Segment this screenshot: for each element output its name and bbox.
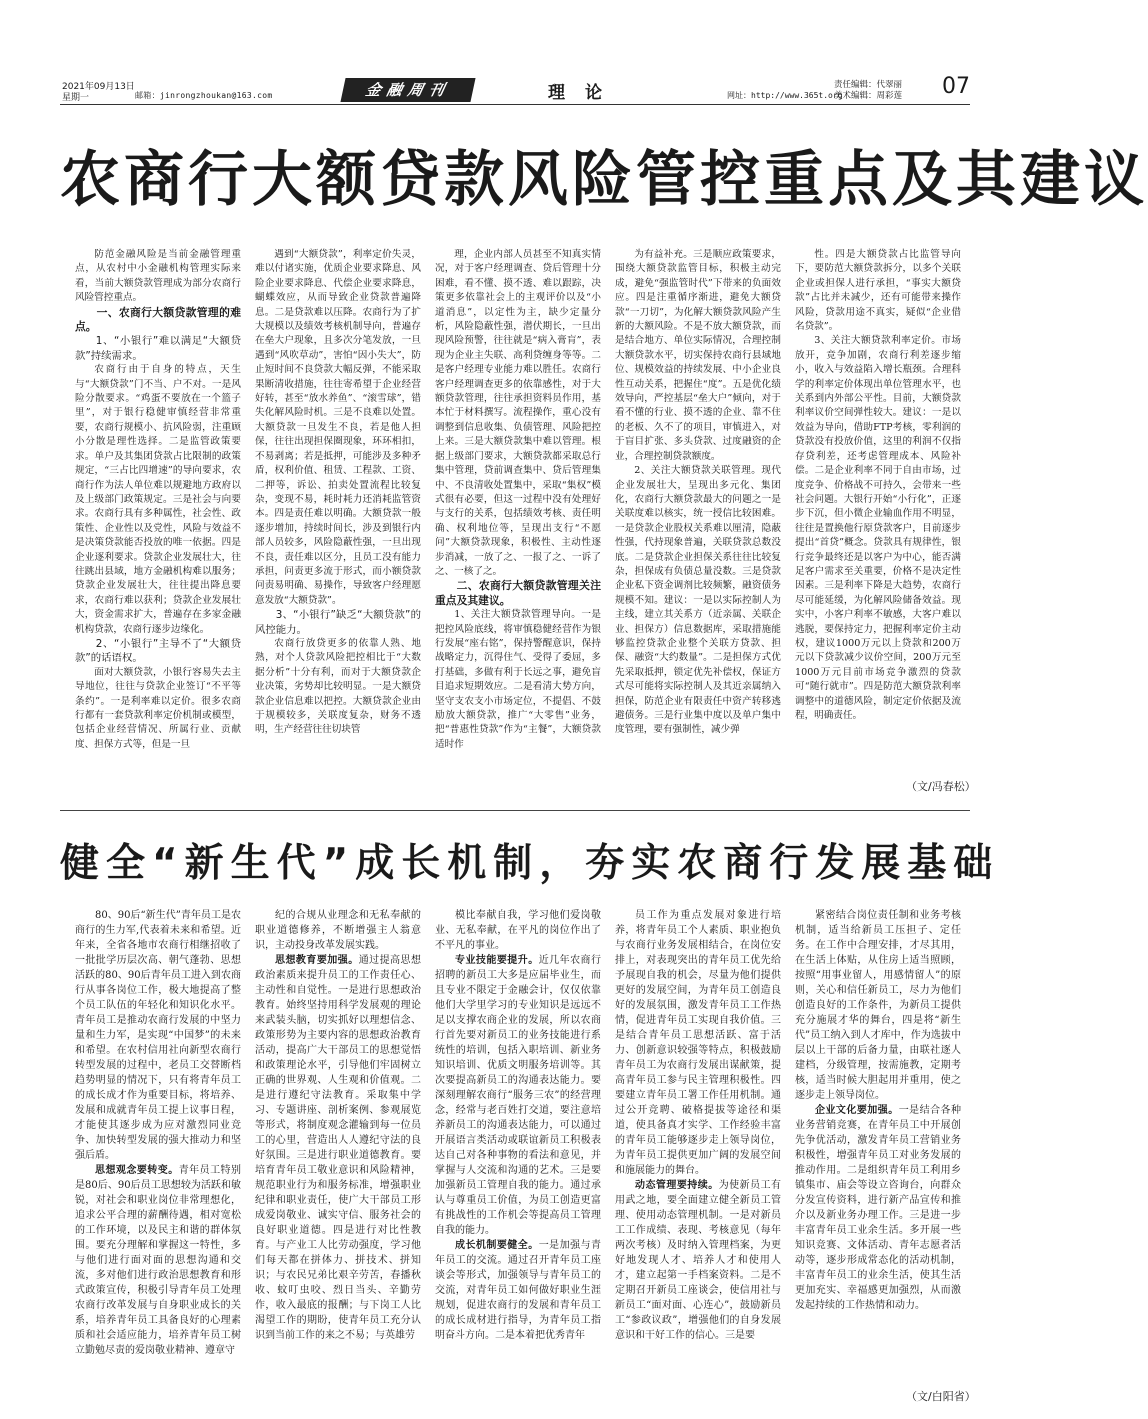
paragraph: 3、关注大额贷款利率定价。市场放开，竞争加剧，农商行利差逐步缩小，收入与效益陷入增长瓶颈。合理科学的利率定价体现出单位管理水平，也关系到内外部公平性。目前，大额贷款利率议价空间弹性较大。建议：一是以效益为导向，借助FTP考核，零利润的贷款没有投放价值，这里的利润不仅指存贷利差，还考虑管理成本、风险补偿。二是企业利率不同于自由市场，过度竞争、价格战不可持久，会带来一些社会问题。大银行开始“小行化”，正逐步下沉，但小微企业输血作用不明显，往往是置换他行原贷款客户，目前逐步提出“首贷”概念。贷款具有规律性，银行竞争最终还是以客户为中心，能否满足客户需求至关重要，价格不是决定性因素。三是利率下降是大趋势，农商行尽可能延缓，为化解风险储备效益。现实中，小客户利率不敏感，大客户难以逃脱，要保持定力，把握利率定价主动权，建议1000万元以上贷款和200万元以下贷款减少议价空间，200万元至1000万元目前市场竞争激烈的贷款可“随行就市”。四是防范大额贷款利率调整中的道德风险，制定定价依据及流程，明确责任。 [795, 335, 961, 721]
paragraph: 思想教育要加强。通过提高思想政治素质来提升员工的工作责任心、主动性和自觉性。一是进行思想政治教育。始终坚持用科学发展观的理论来武装头脑，切实抓好以理想信念、政策形势为主要内容的思想政治教育活动，提高广大干部员工的思想觉悟和政策理论水平，引导他们牢固树立正确的世界观、人生观和价值观。二是进行遵纪守法教育。采取集中学习、专题讲座、剖析案例、参观展览等形式，将制度观念灌输到每一位员工的心里，营造出人人遵纪守法的良好氛围。三是进行职业道德教育。要培育青年员工敬业意识和风险精神，规范职业行为和服务标准，增强职业纪律和职业责任，使广大干部员工形成爱岗敬业、诚实守信、服务社会的良好职业道德。四是进行对比性教育。与产业工人比劳动强度，学习他们每天都在拼体力、拼技术、拼知识；与农民兄弟比艰辛劳苦，春播秋收、蚊叮虫咬、烈日当头、辛勤劳作，收入最底的报酬；与下岗工人比渴望工作的期盼，使青年员工充分认识到当前工作的来之不易；与英雄劳 [255, 955, 422, 1341]
paragraph-lead: 专业技能要提升。 [455, 955, 539, 966]
paragraph: 农商行由于自身的特点，天生与“大额贷款”门不当、户不对。一是风险分散要求。“鸡蛋不要放在一个篮子里”，对于银行稳健审慎经营非常重要，农商行规模小、抗风险弱，注重顾小分散是理性选择。二是监管政策要求。单户及其集团贷款占比限制的政策规定，“三占比四增速”的导向要求，农商行作为法人单位难以规避地方政府以及上级部门政策规定。三是社会与向要求。农商行具有多种属性，社会性、政策性、企业性以及党性，风险与效益不是决策贷款能否投放的唯一依据。四是企业逐利要求。贷款企业发展壮大，往往跳出县域，地方金融机构难以服务；贷款企业发展壮大，往往提出降息要求，农商行难以获利；贷款企业发展壮大，资金需求扩大，普遍存在多家金融机构贷款，农商行逐步边缘化。 [75, 364, 241, 635]
paragraph-lead: 思想观念要转变。 [95, 1165, 179, 1176]
paragraph: 思想观念要转变。青年员工特别是80后、90后员工思想较为活跃和敏锐，对社会和职业岗位非常理想化，追求公平合理的薪酬待遇，相对宽松的工作环境，以及民主和谐的群体氛围。要充分理解和掌握这一特性，多与他们进行面对面的思想沟通和交流，多对他们进行政治思想教育和形式政策宣传，积极引导青年员工处理农商行改革发展与自身职业成长的关系，培养青年员工具备良好的心理素质和社会适应能力，培养青年员工树立勤勉尽责的爱岗敬业精神、遵章守 [75, 1165, 242, 1356]
paragraph: 1、关注大额贷款管理导向。一是把控风险底线，将审慎稳健经营作为银行发展“座右铭”，保持警醒意识，保持战略定力，沉得住气、受得了委屈，多打基础，多做有利于长远之事，避免盲目追求短期效应。二是看清大势方向，坚守支农支小市场定位，不提倡、不鼓励放大额贷款，推广“大零售”业务，把“普惠性贷款”作为“主餐”，大额贷款适时作 [435, 609, 601, 750]
paragraph-lead: 企业文化要加强。 [815, 1105, 899, 1116]
subsection-heading: 2、“小银行”主导不了“大额贷款”的话语权。 [75, 637, 241, 665]
editors: 责任编辑：代翠丽 美术编辑：周彩莲 [834, 80, 903, 101]
subsection-heading: 1、“小银行”难以满足“大额贷款”持续需求。 [75, 335, 241, 362]
paragraph: 企业文化要加强。一是结合各种业务营销竞赛，在青年员工中开展创先争优活动，激发青年员工营销业务积极性，增强青年员工对业务发展的推动作用。二是组织青年员工利用乡镇集市、庙会等设立咨询台，向群众分发宣传资料，进行新产品宣传和推介以及新业务办理工作。三是进一步丰富青年员工业余生活。多开展一些知识竞赛、文体活动、青年志愿者活动等，逐步形成常态化的活动机制，丰富青年员工的业余生活，使其生活更加充实、幸福感更加强烈，从而激发起持续的工作热情和动力。 [795, 1105, 962, 1311]
article1-column [255, 248, 421, 768]
issue-date: 2021年09月13日 星期一 [62, 82, 135, 103]
article2-column [255, 908, 421, 1378]
article1-title: 农商行大额贷款风险管控重点及其建议 [60, 145, 1148, 215]
paragraph: 理，企业内部人员甚至不知真实情况，对于客户经理调查、贷后管理十分困难，看不懂、摸不透、难以跟踪，决策更多依靠社会上的主观评价以及“小道消息”，以定性为主，缺少定量分析，风险隐蔽性强，潜伏期长，一旦出现风险预警，往往就是“病入膏肓”，表现为企业主失联、高利贷缠身等等。二是客户经理专业能力难以胜任。农商行客户经理调查更多的依靠感性，对于大额贷款管理，往往承担资料员作用，基本忙于材料撰写。流程操作，重心没有调整到信息收集、负债管理、风险把控上来。三是大额贷款集中难以管理。根据上级部门要求，大额贷款都采取总行集中管理，贷前调查集中、贷后管理集中、不良清收处置集中，采取“集权”模式很有必要，但这一过程中没有处理好与支行的关系，包括绩效考核、责任明确、权利地位等，呈现出支行“不愿问”大额贷款现象，积极性、主动性逐步消减，一放了之、一报了之、一诉了之、一核了之。 [435, 249, 601, 577]
paragraph: 面对大额贷款，小银行容易失去主导地位，往往与贷款企业签订“不平等条约”。一是利率难以定价。很多农商行都有一套贷款利率定价机制或模型，包括企业经营情况、所属行业、贡献度、担保方式等，但是一旦 [75, 666, 241, 750]
paragraph: 紧密结合岗位责任制和业务考核机制，适当给新员工压担子、定任务。在工作中合理安排，才尽其用，在生活上体贴，从住房上适当照顾，按照“用事业留人，用感情留人”的原则，关心和信任新员工，尽力为他们创造良好的工作条件，为新员工提供充分施展才华的舞台，四是将“新生代”员工纳入到人才库中，作为选拔中层以上干部的后备力量，由联社逐人建档，分级管理，按需施教，定期考核，适当时候大胆起用并重用，使之逐步走上领导岗位。 [795, 910, 961, 1101]
section-heading: 二、农商行大额贷款管理关注重点及其建议。 [435, 579, 601, 607]
article2-title: 健全“新生代”成长机制，夯实农商行发展基础 [60, 841, 1000, 886]
paragraph: 纪的合规从业理念和无私奉献的职业道德修养，不断增强主人翁意识，主动投身改革发展实践。 [255, 910, 421, 951]
article2-column [615, 908, 781, 1378]
section-heading: 一、农商行大额贷款管理的难点。 [75, 305, 241, 334]
article1-body [75, 248, 965, 768]
article-divider [60, 810, 970, 811]
paragraph: 防范金融风险是当前金融管理重点，从农村中小金融机构管理实际来看，当前大额贷款管理成为部分农商行风险管控重点。 [75, 249, 241, 304]
subsection-heading: 3、“小银行”缺乏“大额贷款”的风控能力。 [255, 609, 421, 636]
article2-body [75, 908, 965, 1378]
article1-column [75, 248, 241, 768]
paragraph-lead: 思想教育要加强。 [275, 955, 359, 966]
paragraph: 为有益补充。三是顺应政策要求，围绕大额贷款监管目标，积极主动完成，避免“强监管时代”下带来的负面效应。四是注重循序渐进，避免大额贷款“一刀切”，为化解大额贷款风险产生新的大额风险。不是不放大额贷款，而是结合地方、单位实际情况，合理控制大额贷款水平，切实保持农商行县域地位、规模效益的持续发展、中小企业良性互动关系，把握住“度”。五是优化绩效导向，严控基层“垒大户”倾向，对于看不懂的行业、摸不透的企业、靠不住的老板、久不了的项目，审慎进入，对于盲目扩张、多头贷款、过度融资的企业，合理控制贷款额度。 [615, 249, 781, 462]
paragraph: 员工作为重点发展对象进行培养，将青年员工个人素质、职业抱负与农商行业务发展相结合，在岗位安排上，对表现突出的青年员工优先给予展现自我的机会，尽量为他们提供更好的发展空间，为青年员工创造良好的发展氛围，激发青年员工工作热情，促进青年员工实现自我价值。三是结合青年员工思想活跃、富于活力、创新意识较强等特点，积极鼓励青年员工为农商行发展出谋献策，提高青年员工参与民主管理积极性。四要建立青年员工署工作任用机制。通过公开竞聘、破格提拔等途径和渠道，使具备真才实学、工作经验丰富的青年员工能够逐步走上领导岗位，为青年员工提供更加广阔的发展空间和施展能力的舞台。 [615, 910, 781, 1176]
paragraph-lead: 动态管理要持续。 [635, 1180, 719, 1191]
paragraph: 动态管理要持续。为使新员工有用武之地，要全面建立健全新员工管理、使用动态管理机制。一是对新员工工作成绩、表现、考核意见（每年两次考核）及时纳入管理档案，为更好地发现人才、培养人才和使用人才，建立起第一手档案资料。二是不定期召开新员工座谈会，使信用社与新员工“面对面、心连心”，鼓励新员工“参政议政”，增强他们的自身发展意识和干好工作的信心。三是要 [615, 1180, 782, 1341]
paragraph: 农商行放贷更多的依靠人熟、地熟，对个人贷款风险把控相比于“大数据分析”十分有利，而对于大额贷款企业决策，劣势却比较明显。一是大额贷款企业信息难以把控。大额贷款企业由于规模较多，关联度复杂，财务不透明，生产经营往往切块管 [255, 637, 421, 736]
article2-byline: （文/白阳省） [906, 1390, 976, 1403]
website: 网址：http://www.365t.org [727, 91, 843, 100]
section-name: 理论 [548, 83, 622, 103]
contact-email: 邮箱：jinrongzhoukan@163.com [135, 91, 273, 100]
paragraph-lead: 成长机制要健全。 [455, 1240, 539, 1251]
article2-column [435, 908, 601, 1378]
paragraph: 模比奉献自我，学习他们爱岗敬业、无私奉献，在平凡的岗位作出了不平凡的事业。 [435, 910, 601, 951]
paragraph: 80、90后“新生代”青年员工是农商行的生力军,代表着未来和希望。近年来，全省各地市农商行相继招收了一批批学历层次高、朝气蓬勃、思想活跃的80、90后青年员工进入到农商行从事各岗位工作，极大地提高了整个员工队伍的年轻化和知识化水平。青年员工是推动农商行发展的中坚力量和生力军，是实现“中国梦”的未来和希望。在农村信用社向新型农商行转型发展的过程中，老员工交替断档趋势明显的情况下，只有将青年员工的成长成才作为重要目标，将培养、发展和成就青年员工提上议事日程，才能使其逐步成为应对激烈同业竞争、加快转型发展的强大推动力和坚强后盾。 [75, 910, 241, 1161]
article1-byline: （文/冯春松） [906, 780, 976, 793]
masthead-logo: 金融周刊 [340, 78, 475, 102]
article2-column [795, 908, 961, 1378]
article2-column [75, 908, 241, 1378]
page-number: 07 [942, 74, 970, 99]
paragraph: 性。四是大额贷款占比监管导向下，要防范大额贷款拆分，以多个关联企业或担保人进行承担，“事实大额贷款”占比并未减少，还有可能带来操作风险，贷款用途不真实，疑似“企业借名贷款”。 [795, 249, 961, 333]
paragraph: 专业技能要提升。近几年农商行招聘的新员工大多是应届毕业生，而且专业不限定于金融会计，仅仅依靠他们大学里学习的专业知识是远远不足以支撑农商企业的发展，所以农商行首先要对新员工的业务技能进行系统性的培训，包括入职培训、新业务知识培训、优质文明服务培训等。其次要提高新员工的沟通表达能力。要深刻理解农商行“服务三农”的经营理念，经常与老百姓打交道，要注意培养新员工的沟通表达能力，可以通过开展语言类活动或联谊新员工积极表达自己对各种事物的看法和意见，并掌握与人交流和沟通的艺术。三是要加强新员工管理自我的能力。通过承认与尊重员工价值，为员工创造更富有挑战性的工作机会等提高员工管理自我的能力。 [435, 955, 602, 1236]
article1-column [435, 248, 601, 768]
paragraph: 2、关注大额贷款关联管理。现代企业发展壮大，呈现出多元化、集团化，农商行大额贷款最大的问题之一是关联度难以核实，统一授信比较困难。一是贷款企业股权关系难以厘清，隐蔽性强，代持现象普遍，关联贷款总数没底。二是贷款企业担保关系往往比较复杂，担保成有负债总量没数。三是贷款企业私下资金调剂比较频繁，融资债务规模不知。建议：一是以实际控制人为主线，建立其关系方（近亲属、关联企业、担保方）信息数据库，采取措施能够监控贷款企业整个关联方贷款、担保、融资“大约数量”。二是担保方式优先采取抵押，锁定优先补偿权，保证方式尽可能将实际控制人及其近亲属纳入担保，防范企业有限责任中资产转移逃避债务。三是行业集中度以及单户集中度管理，要有强制性，减少弹 [615, 465, 781, 736]
article1-column [795, 248, 961, 768]
paragraph: 遇到“大额贷款”，利率定价失灵，难以付诸实施，优质企业要求降息、风险企业要求降息、代偿企业要求降息，蝴蝶效应，从而导致企业贷款普遍降息。二是贷款难以压降。农商行为了扩大规模以及绩效考核机制导向，普遍存在垒大户现象，且多次分笔发放，一旦遇到“风吹草动”，害怕“因小失大”，防止短时间不良贷款大幅反弹，不能采取果断清收措施，往往寄希望于企业经营好转，甚至“放水养鱼”、“滚雪球”，错失化解风险时机。三是不良难以处置。大额贷款一旦发生不良，若是他人担保，往往出现担保圈现象，环环相扣，不易剥离；若是抵押，可能涉及多种矛盾，权利价值、租赁、工程款、工资、二押等，诉讼、拍卖处置流程比较复杂，变现不易，耗时耗力还消耗监管资本。四是责任难以明确。大额贷款一般逐步增加，持续时间长，涉及到银行内部人员较多，风险隐蔽性强，一旦出现不良，责任难以区分，且员工没有能力承担，问责更多流于形式，而小额贷款问责易明确、易操作，导致客户经理愿意发放“大额贷款”。 [255, 249, 421, 606]
paragraph: 成长机制要健全。一是加强与青年员工的交流。通过召开青年员工座谈会等形式，加强领导与青年员工的交流，对青年员工如何做好职业生涯规划，促进农商行的发展和青年员工的成长成材进行指导，为青年员工指明奋斗方向。二是本着把优秀青年 [435, 1240, 602, 1341]
page-header [0, 0, 1024, 112]
article1-column [615, 248, 781, 768]
header-rule [60, 104, 970, 105]
